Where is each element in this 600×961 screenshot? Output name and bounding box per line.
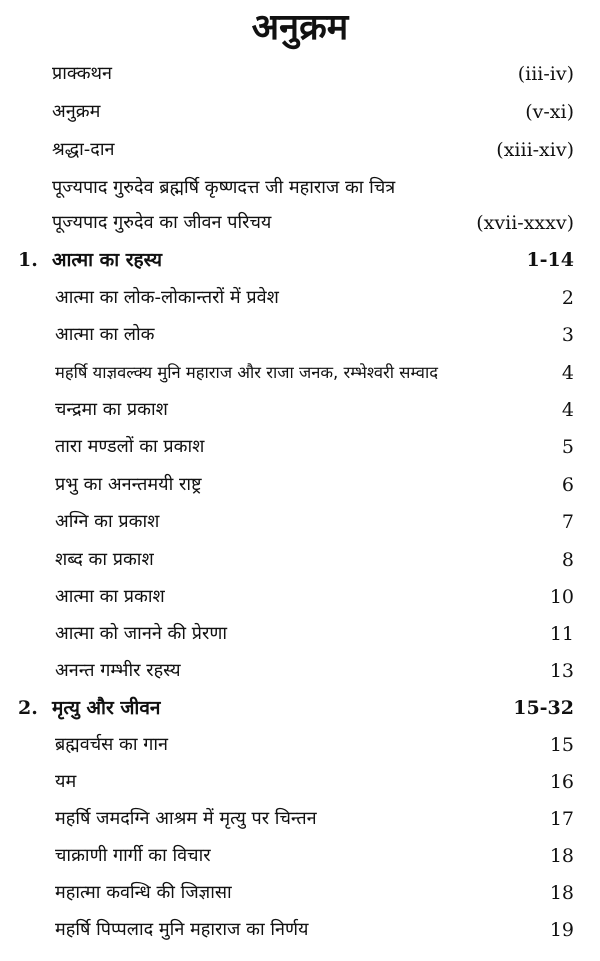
- toc-page-number: 18: [549, 845, 574, 867]
- toc-row: [0, 316, 600, 354]
- toc-row: [0, 279, 600, 317]
- toc-label: आत्मा का लोक-लोकान्तरों में प्रवेश: [55, 287, 279, 308]
- toc-label: चाक्राणी गार्गी का विचार: [55, 845, 211, 866]
- toc-page-number: (v-xi): [525, 101, 574, 123]
- toc-row: [0, 726, 600, 764]
- toc-page-number: 7: [561, 511, 574, 533]
- toc-label: पूज्यपाद गुरुदेव ब्रह्मर्षि कृष्णदत्त जी महाराज का चित्र: [52, 177, 396, 198]
- chapter-page-range: 1-14: [526, 249, 574, 271]
- toc-row: [0, 541, 600, 579]
- chapter-title: मृत्यु और जीवन: [52, 697, 161, 719]
- toc-page-number: 8: [561, 549, 574, 571]
- toc-page-number: 4: [561, 362, 574, 384]
- toc-page-number: (xvii-xxxv): [476, 212, 574, 234]
- toc-page-number: (iii-iv): [517, 63, 574, 85]
- toc-row: [0, 169, 600, 207]
- toc-row: [0, 55, 600, 93]
- toc-label: अग्नि का प्रकाश: [55, 511, 160, 532]
- toc-page-number: 13: [549, 660, 574, 682]
- toc-page-number: (xiii-xiv): [496, 139, 574, 161]
- toc-label: चन्द्रमा का प्रकाश: [55, 399, 168, 420]
- toc-row: [0, 874, 600, 912]
- toc-label: आत्मा का लोक: [55, 324, 155, 345]
- toc-row: [0, 204, 600, 242]
- toc-row: [0, 466, 600, 504]
- toc-row: [0, 131, 600, 169]
- toc-label: शब्द का प्रकाश: [55, 549, 154, 570]
- toc-label: पूज्यपाद गुरुदेव का जीवन परिचय: [52, 212, 272, 233]
- toc-label: महर्षि पिप्पलाद मुनि महाराज का निर्णय: [55, 919, 309, 940]
- toc-page-number: 11: [549, 623, 574, 645]
- toc-row: [0, 911, 600, 949]
- toc-row: [0, 428, 600, 466]
- toc-label: तारा मण्डलों का प्रकाश: [55, 436, 205, 457]
- toc-page-number: 17: [549, 808, 574, 830]
- toc-label: प्राक्कथन: [52, 63, 113, 84]
- toc-page-number: 2: [561, 287, 574, 309]
- toc-row: [0, 354, 600, 392]
- toc-page-number: 4: [561, 399, 574, 421]
- chapter-number: 1.: [18, 249, 38, 271]
- toc-row: [0, 578, 600, 616]
- chapter-number: 2.: [18, 697, 38, 719]
- toc-row: [0, 800, 600, 838]
- toc-page-number: 18: [549, 882, 574, 904]
- toc-page-number: 10: [549, 586, 574, 608]
- page-title: अनुक्रम: [251, 7, 349, 48]
- toc-label: श्रद्धा-दान: [52, 139, 115, 160]
- toc-page-number: 6: [561, 474, 574, 496]
- toc-label: आत्मा को जानने की प्रेरणा: [55, 623, 228, 644]
- chapter-heading: [0, 689, 600, 727]
- toc-row: [0, 615, 600, 653]
- toc-label: महर्षि याज्ञवल्क्य मुनि महाराज और राजा जनक, रम्भेश्वरी सम्वाद: [55, 363, 439, 382]
- toc-row: [0, 652, 600, 690]
- toc-label: महात्मा कवन्धि की जिज्ञासा: [55, 882, 232, 903]
- chapter-page-range: 15-32: [513, 697, 574, 719]
- chapter-title: आत्मा का रहस्य: [52, 249, 163, 271]
- toc-label: महर्षि जमदग्नि आश्रम में मृत्यु पर चिन्तन: [55, 808, 317, 829]
- toc-page-number: 15: [549, 734, 574, 756]
- toc-row: [0, 503, 600, 541]
- toc-row: [0, 763, 600, 801]
- toc-page-number: 19: [549, 919, 574, 941]
- toc-label: आत्मा का प्रकाश: [55, 586, 165, 607]
- toc-page-number: 3: [561, 324, 574, 346]
- toc-label: अनन्त गम्भीर रहस्य: [55, 660, 181, 681]
- toc-label: ब्रह्मवर्चस का गान: [55, 734, 169, 755]
- toc-label: प्रभु का अनन्तमयी राष्ट्र: [55, 474, 202, 495]
- toc-label: यम: [55, 771, 77, 792]
- toc-row: [0, 837, 600, 875]
- chapter-heading: [0, 241, 600, 279]
- toc-label: अनुक्रम: [52, 101, 101, 122]
- toc-page-number: 5: [561, 436, 574, 458]
- toc-page-number: 16: [549, 771, 574, 793]
- toc-row: [0, 93, 600, 131]
- toc-row: [0, 391, 600, 429]
